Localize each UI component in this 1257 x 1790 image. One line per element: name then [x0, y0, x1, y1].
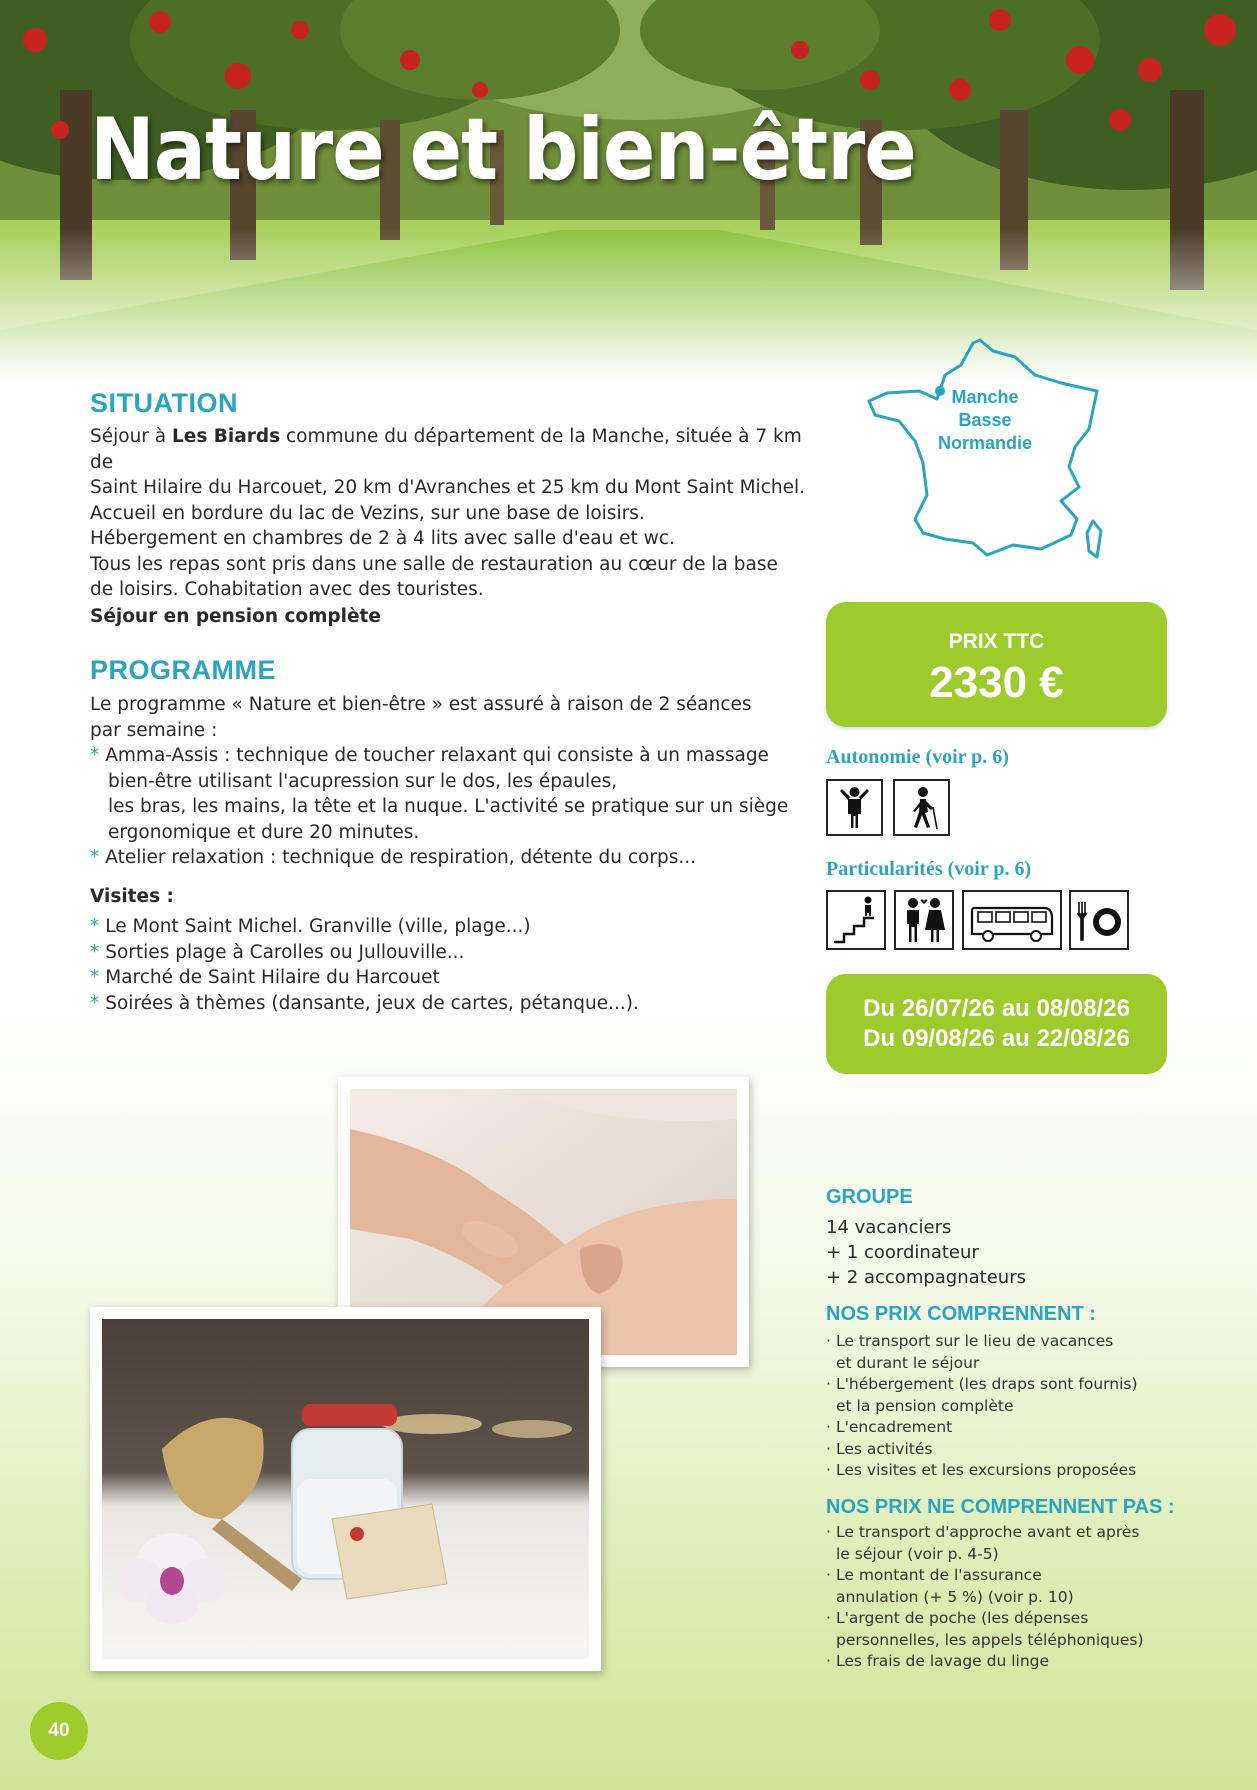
situation-line-6: de loisirs. Cohabitation avec des touristes.: [90, 579, 484, 600]
ne-comprennent-list: [826, 1522, 1144, 1673]
visite-item: [90, 914, 810, 940]
bullet-icon: *: [90, 941, 100, 963]
dates-box: [826, 974, 1167, 1074]
list-item: · L'argent de poche (les dépenses: [826, 1608, 1144, 1630]
france-map-icon: [865, 335, 1105, 575]
situation-line-1-pre: Séjour à: [90, 426, 173, 447]
groupe-line-2: + 1 coordinateur: [826, 1242, 979, 1263]
list-item: · Les activités: [826, 1439, 1138, 1461]
visite-item: [90, 940, 810, 966]
list-item-cont: et la pension complète: [836, 1396, 1014, 1415]
situation-line-4: Hébergement en chambres de 2 à 4 lits avec salle d'eau et wc.: [90, 528, 675, 549]
bullet-icon: *: [90, 992, 100, 1014]
minibus-icon: [962, 890, 1062, 950]
situation-line-2: Saint Hilaire du Harcouet, 20 km d'Avranches et 25 km du Mont Saint Michel.: [90, 477, 805, 498]
price-label: PRIX TTC: [948, 630, 1045, 653]
region-line-3: Normandie: [937, 433, 1033, 453]
standing-person-icon: [826, 779, 883, 836]
list-item: · Le montant de l'assurance: [826, 1565, 1144, 1587]
region-line-2: Basse: [958, 410, 1012, 430]
comprennent-list: [826, 1331, 1138, 1482]
programme-text: [90, 692, 810, 871]
hero-banner: [0, 0, 1257, 380]
visites-list: [90, 914, 810, 1016]
place-name: Les Biards: [172, 426, 281, 447]
date-range-2: Du 09/08/26 au 22/08/26: [863, 1025, 1130, 1052]
visite-item: [90, 965, 810, 991]
programme-item-1: [90, 743, 810, 769]
meal-icon: [1069, 890, 1129, 950]
visite-text: Marché de Saint Hilaire du Harcouet: [105, 967, 440, 988]
visite-text: Soirées à thèmes (dansante, jeux de cartes, pétanque...).: [105, 992, 639, 1014]
price-box: [826, 602, 1167, 727]
programme-item-1-line-3: les bras, les mains, la tête et la nuque. L'activité se pratique sur un siège: [108, 796, 789, 817]
autonomie-label: Autonomie (voir p. 6): [826, 746, 1009, 768]
list-item-cont: annulation (+ 5 %) (voir p. 10): [836, 1587, 1074, 1606]
list-item: · Les visites et les excursions proposées: [826, 1460, 1138, 1482]
ne-comprennent-heading: NOS PRIX NE COMPRENNENT PAS :: [826, 1496, 1175, 1518]
comprennent-heading: NOS PRIX COMPRENNENT :: [826, 1303, 1097, 1325]
list-item: · L'hébergement (les draps sont fournis): [826, 1374, 1138, 1396]
groupe-heading: GROUPE: [826, 1186, 913, 1208]
list-item: · Le transport d'approche avant et après: [826, 1522, 1144, 1544]
programme-item-1-line-2: bien-être utilisant l'acupression sur le dos, les épaules,: [108, 770, 618, 792]
situation-line-5: Tous les repas sont pris dans une salle de restauration au cœur de la base: [90, 553, 778, 575]
groupe-text: [826, 1215, 1026, 1290]
particularites-label: Particularités (voir p. 6): [826, 858, 1032, 880]
programme-intro-2: par semaine :: [90, 719, 218, 741]
programme-heading: PROGRAMME: [90, 655, 276, 685]
visite-item: [90, 991, 810, 1017]
programme-item-2-text: Atelier relaxation : technique de respiration, détente du corps...: [105, 847, 696, 868]
couple-icon: [894, 890, 954, 950]
bullet-icon: *: [90, 847, 100, 868]
page-number: 40: [30, 1702, 88, 1760]
situation-text: [90, 424, 810, 603]
bullet-icon: *: [90, 745, 100, 766]
list-item: · Les frais de lavage du linge: [826, 1651, 1144, 1673]
date-range-1: Du 26/07/26 au 08/08/26: [863, 995, 1130, 1022]
situation-line-1-post: commune du département de la Manche, située à 7 km de: [90, 426, 802, 473]
situation-line-1: [90, 424, 810, 475]
programme-item-2: [90, 845, 810, 871]
page-title: Nature et bien-être: [90, 100, 916, 200]
region-label: [920, 386, 1050, 455]
list-item-cont: le séjour (voir p. 4-5): [836, 1544, 999, 1563]
list-item: · Le transport sur le lieu de vacances: [826, 1331, 1138, 1353]
bullet-icon: *: [90, 967, 100, 988]
programme-intro-1: Le programme « Nature et bien-être » est assuré à raison de 2 séances: [90, 694, 752, 715]
situation-heading: SITUATION: [90, 388, 238, 418]
programme-item-1-line-4: ergonomique et dure 20 minutes.: [108, 821, 420, 843]
programme-item-1-line-1: Amma-Assis : technique de toucher relaxant qui consiste à un massage: [105, 745, 769, 766]
list-item: · L'encadrement: [826, 1417, 1138, 1439]
groupe-line-3: + 2 accompagnateurs: [826, 1267, 1026, 1288]
region-line-1: Manche: [951, 387, 1019, 407]
list-item-cont: et durant le séjour: [836, 1353, 980, 1372]
bullet-icon: *: [90, 916, 100, 937]
list-item-cont: personnelles, les appels téléphoniques): [836, 1630, 1144, 1649]
groupe-line-1: 14 vacanciers: [826, 1217, 952, 1238]
price-value: 2330 €: [929, 658, 1064, 707]
visites-label: Visites :: [90, 886, 174, 907]
walking-person-icon: [893, 779, 950, 836]
pension-label: Séjour en pension complète: [90, 606, 381, 627]
visite-text: Le Mont Saint Michel. Granville (ville, plage...): [105, 916, 531, 937]
stairs-icon: [826, 890, 886, 950]
situation-line-3: Accueil en bordure du lac de Vezins, sur une base de loisirs.: [90, 502, 645, 524]
visite-text: Sorties plage à Carolles ou Jullouville...: [105, 941, 465, 963]
spa-jar-photo: [90, 1307, 601, 1671]
